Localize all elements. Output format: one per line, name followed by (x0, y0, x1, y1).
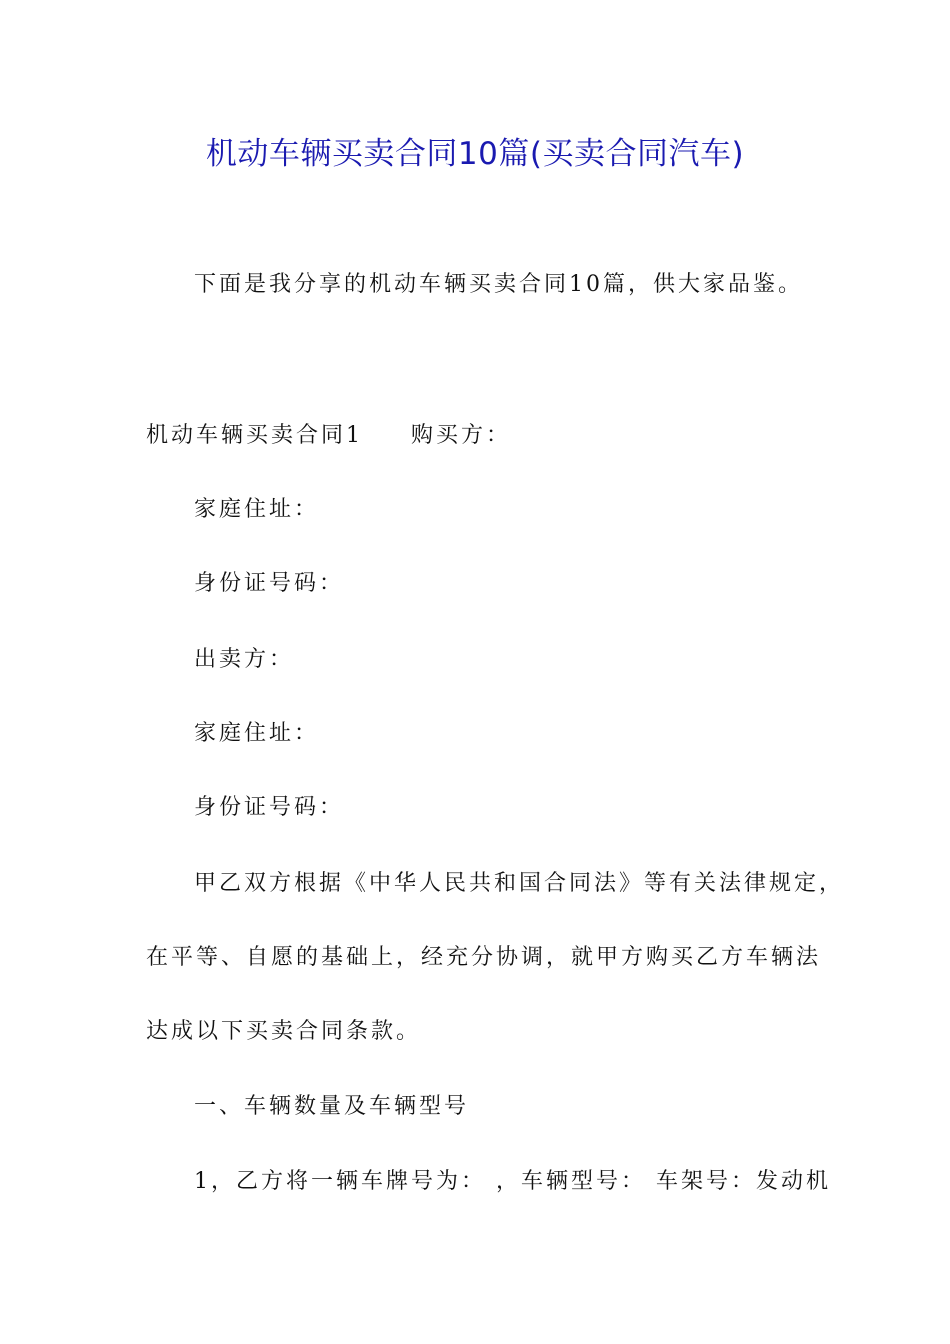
body-paragraph-line-2: 在平等、自愿的基础上，经充分协调，就甲方购买乙方车辆法 (146, 945, 822, 970)
document-title: 机动车辆买卖合同10篇(买卖合同汽车) (205, 136, 745, 172)
clause-1: 1，乙方将一辆车牌号为： ，车辆型号： 车架号：发动机 (194, 1169, 831, 1194)
body-paragraph-line-3: 达成以下买卖合同条款。 (146, 1019, 422, 1044)
buyer-address-field: 家庭住址： (194, 497, 320, 522)
section-heading-vehicle: 一、车辆数量及车辆型号 (194, 1094, 470, 1119)
seller-address-field: 家庭住址： (194, 721, 320, 746)
contract-heading-row (146, 425, 511, 447)
intro-paragraph: 下面是我分享的机动车辆买卖合同10篇，供大家品鉴。 (194, 272, 803, 297)
seller-id-field: 身份证号码： (194, 795, 345, 820)
buyer-id-field: 身份证号码： (194, 571, 345, 596)
body-paragraph-line-1: 甲乙双方根据《中华人民共和国合同法》等有关法律规定， (194, 871, 845, 896)
contract-heading: 机动车辆买卖合同1 (146, 423, 363, 448)
buyer-label: 购买方： (411, 423, 512, 448)
seller-label: 出卖方： (194, 647, 295, 672)
